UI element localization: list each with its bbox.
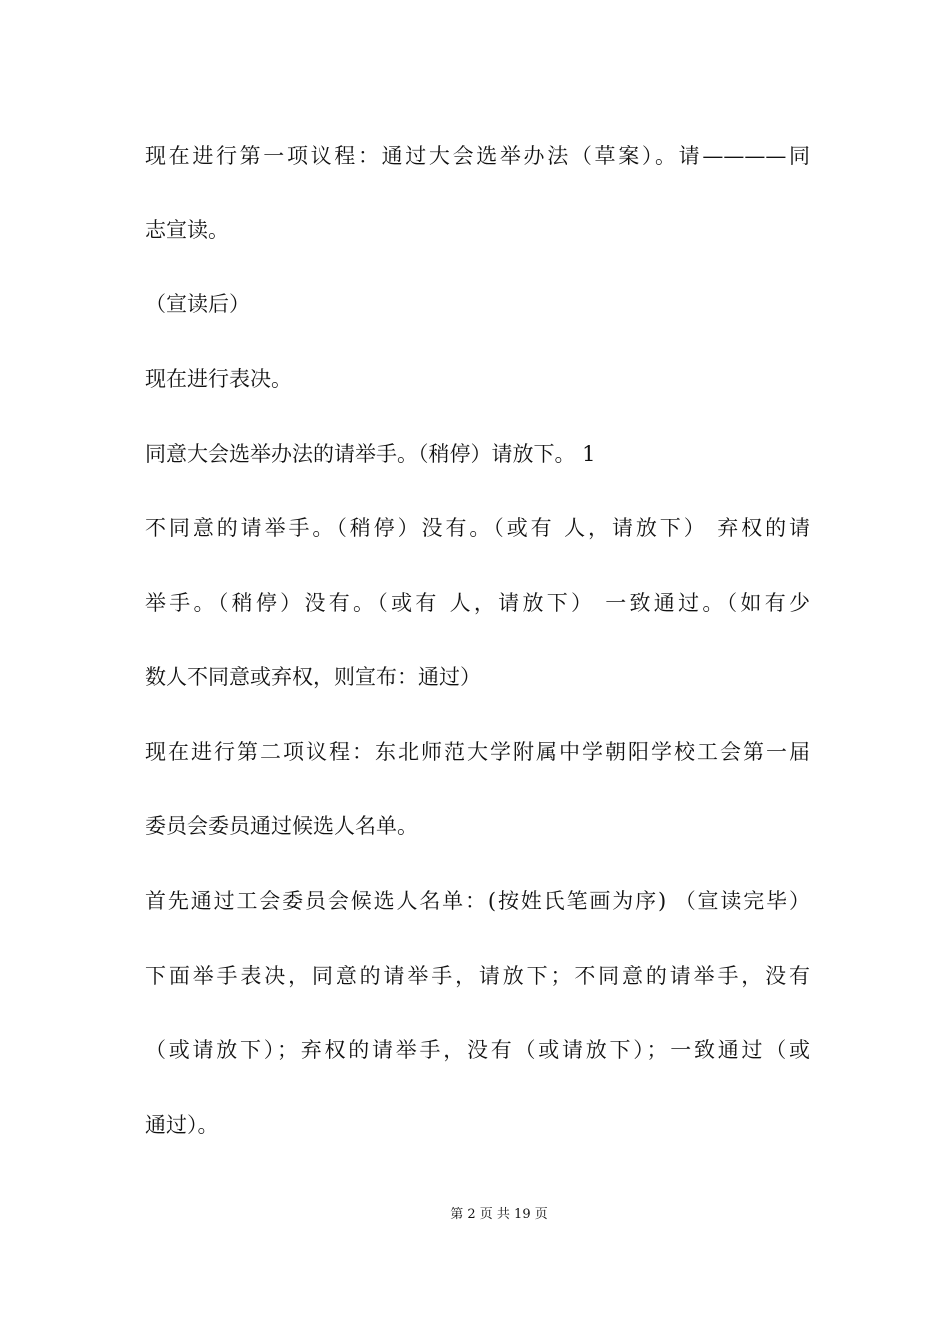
paragraph-line: 举手。（稍停）没有。（或有 人，请放下） 一致通过。（如有少 [145,591,810,615]
paragraph-line: 同意大会选举办法的请举手。（稍停）请放下。 1 [145,442,596,466]
paragraph-line: 委员会委员通过候选人名单。 [145,814,418,838]
paragraph-line: 现在进行第一项议程：通过大会选举办法（草案）。请————同 [145,144,810,168]
paragraph-line: 现在进行表决。 [145,367,292,391]
paragraph-line: （或请放下）；弃权的请举手，没有（或请放下）；一致通过（或 [145,1038,810,1062]
paragraph-line: 不同意的请举手。（稍停）没有。（或有 人，请放下） 弃权的请 [145,516,810,540]
paragraph-line: 下面举手表决，同意的请举手，请放下；不同意的请举手，没有 [145,964,810,988]
paragraph-line: 志宣读。 [145,218,229,242]
paragraph-line: （宣读后） [145,292,250,316]
paragraph-line: 首先通过工会委员会候选人名单：(按姓氏笔画为序) （宣读完毕） [145,889,810,913]
paragraph-line: 通过）。 [145,1113,219,1137]
paragraph-line: 数人不同意或弃权，则宣布：通过） [145,665,481,689]
page-number-footer: 第 2 页 共 19 页 [450,1207,548,1222]
paragraph-line: 现在进行第二项议程：东北师范大学附属中学朝阳学校工会第一届 [145,740,810,764]
